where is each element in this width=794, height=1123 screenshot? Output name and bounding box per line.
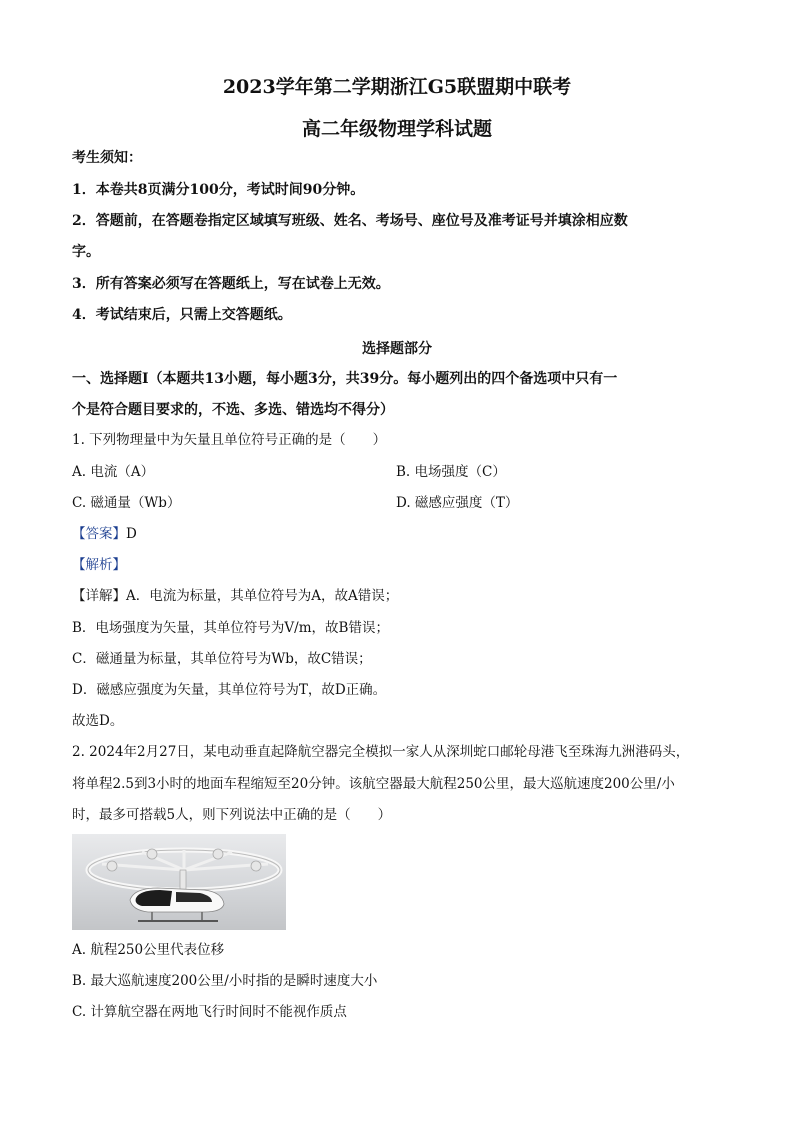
q2-option-c: C. 计算航空器在两地飞行时间时不能视作质点 <box>72 1004 347 1020</box>
air-taxi-icon <box>72 834 286 930</box>
section-intro: 一、选择题Ⅰ（本题共13小题，每小题3分，共39分。每小题列出的四个备选项中只有一 <box>72 371 618 387</box>
notice-item: 3．所有答案必须写在答题纸上，写在试卷上无效。 <box>72 276 390 292</box>
q1-option-a: A. 电流（A） <box>72 464 155 480</box>
exam-title: 2023学年第二学期浙江G5联盟期中联考 <box>222 76 572 98</box>
analysis-tag: 【解析】 <box>72 557 126 573</box>
detail-tag: 【详解】 <box>72 588 126 604</box>
answer-tag: 【答案】 <box>72 526 126 542</box>
q1-detail-line <box>72 586 398 606</box>
notice-item: 1．本卷共8页满分100分，考试时间90分钟。 <box>72 182 365 198</box>
q1-detail-line: D．磁感应强度为矢量，其单位符号为T，故D正确。 <box>72 682 387 698</box>
q1-detail-line: B．电场强度为矢量，其单位符号为V/m，故B错误； <box>72 620 389 636</box>
notice-item: 字。 <box>72 244 100 260</box>
notice-heading: 考生须知： <box>72 150 142 166</box>
question-1-stem: 1. 下列物理量中为矢量且单位符号正确的是（ ） <box>72 432 387 448</box>
q1-option-c: C. 磁通量（Wb） <box>72 495 181 511</box>
detail-text: A．电流为标量，其单位符号为A，故A错误； <box>126 588 399 604</box>
question-2-stem: 时，最多可搭载5人，则下列说法中正确的是（ ） <box>72 807 392 823</box>
q1-option-b: B. 电场强度（C） <box>396 464 506 480</box>
section-title: 选择题部分 <box>362 341 432 357</box>
q1-detail-line: C．磁通量为标量，其单位符号为Wb，故C错误； <box>72 651 372 667</box>
question-2-stem: 将单程2.5到3小时的地面车程缩短至20分钟。该航空器最大航程250公里，最大巡航速度200公里/小 <box>72 776 675 792</box>
section-intro: 个是符合题目要求的，不选、多选、错选均不得分） <box>72 402 394 418</box>
q1-conclusion: 故选D。 <box>72 713 124 729</box>
q2-option-b: B. 最大巡航速度200公里/小时指的是瞬时速度大小 <box>72 973 378 989</box>
exam-subtitle: 高二年级物理学科试题 <box>301 118 492 140</box>
q1-answer <box>72 524 137 544</box>
notice-item: 4．考试结束后，只需上交答题纸。 <box>72 307 292 323</box>
question-2-stem: 2. 2024年2月27日，某电动垂直起降航空器完全模拟一家人从深圳蛇口邮轮母港飞至珠海九洲港码头， <box>72 744 690 760</box>
answer-value: D <box>126 526 137 542</box>
air-taxi-photo <box>72 834 286 930</box>
q1-option-d: D. 磁感应强度（T） <box>396 495 519 511</box>
q2-option-a: A. 航程250公里代表位移 <box>72 942 225 958</box>
notice-item: 2．答题前，在答题卷指定区域填写班级、姓名、考场号、座位号及准考证号并填涂相应数 <box>72 213 628 229</box>
